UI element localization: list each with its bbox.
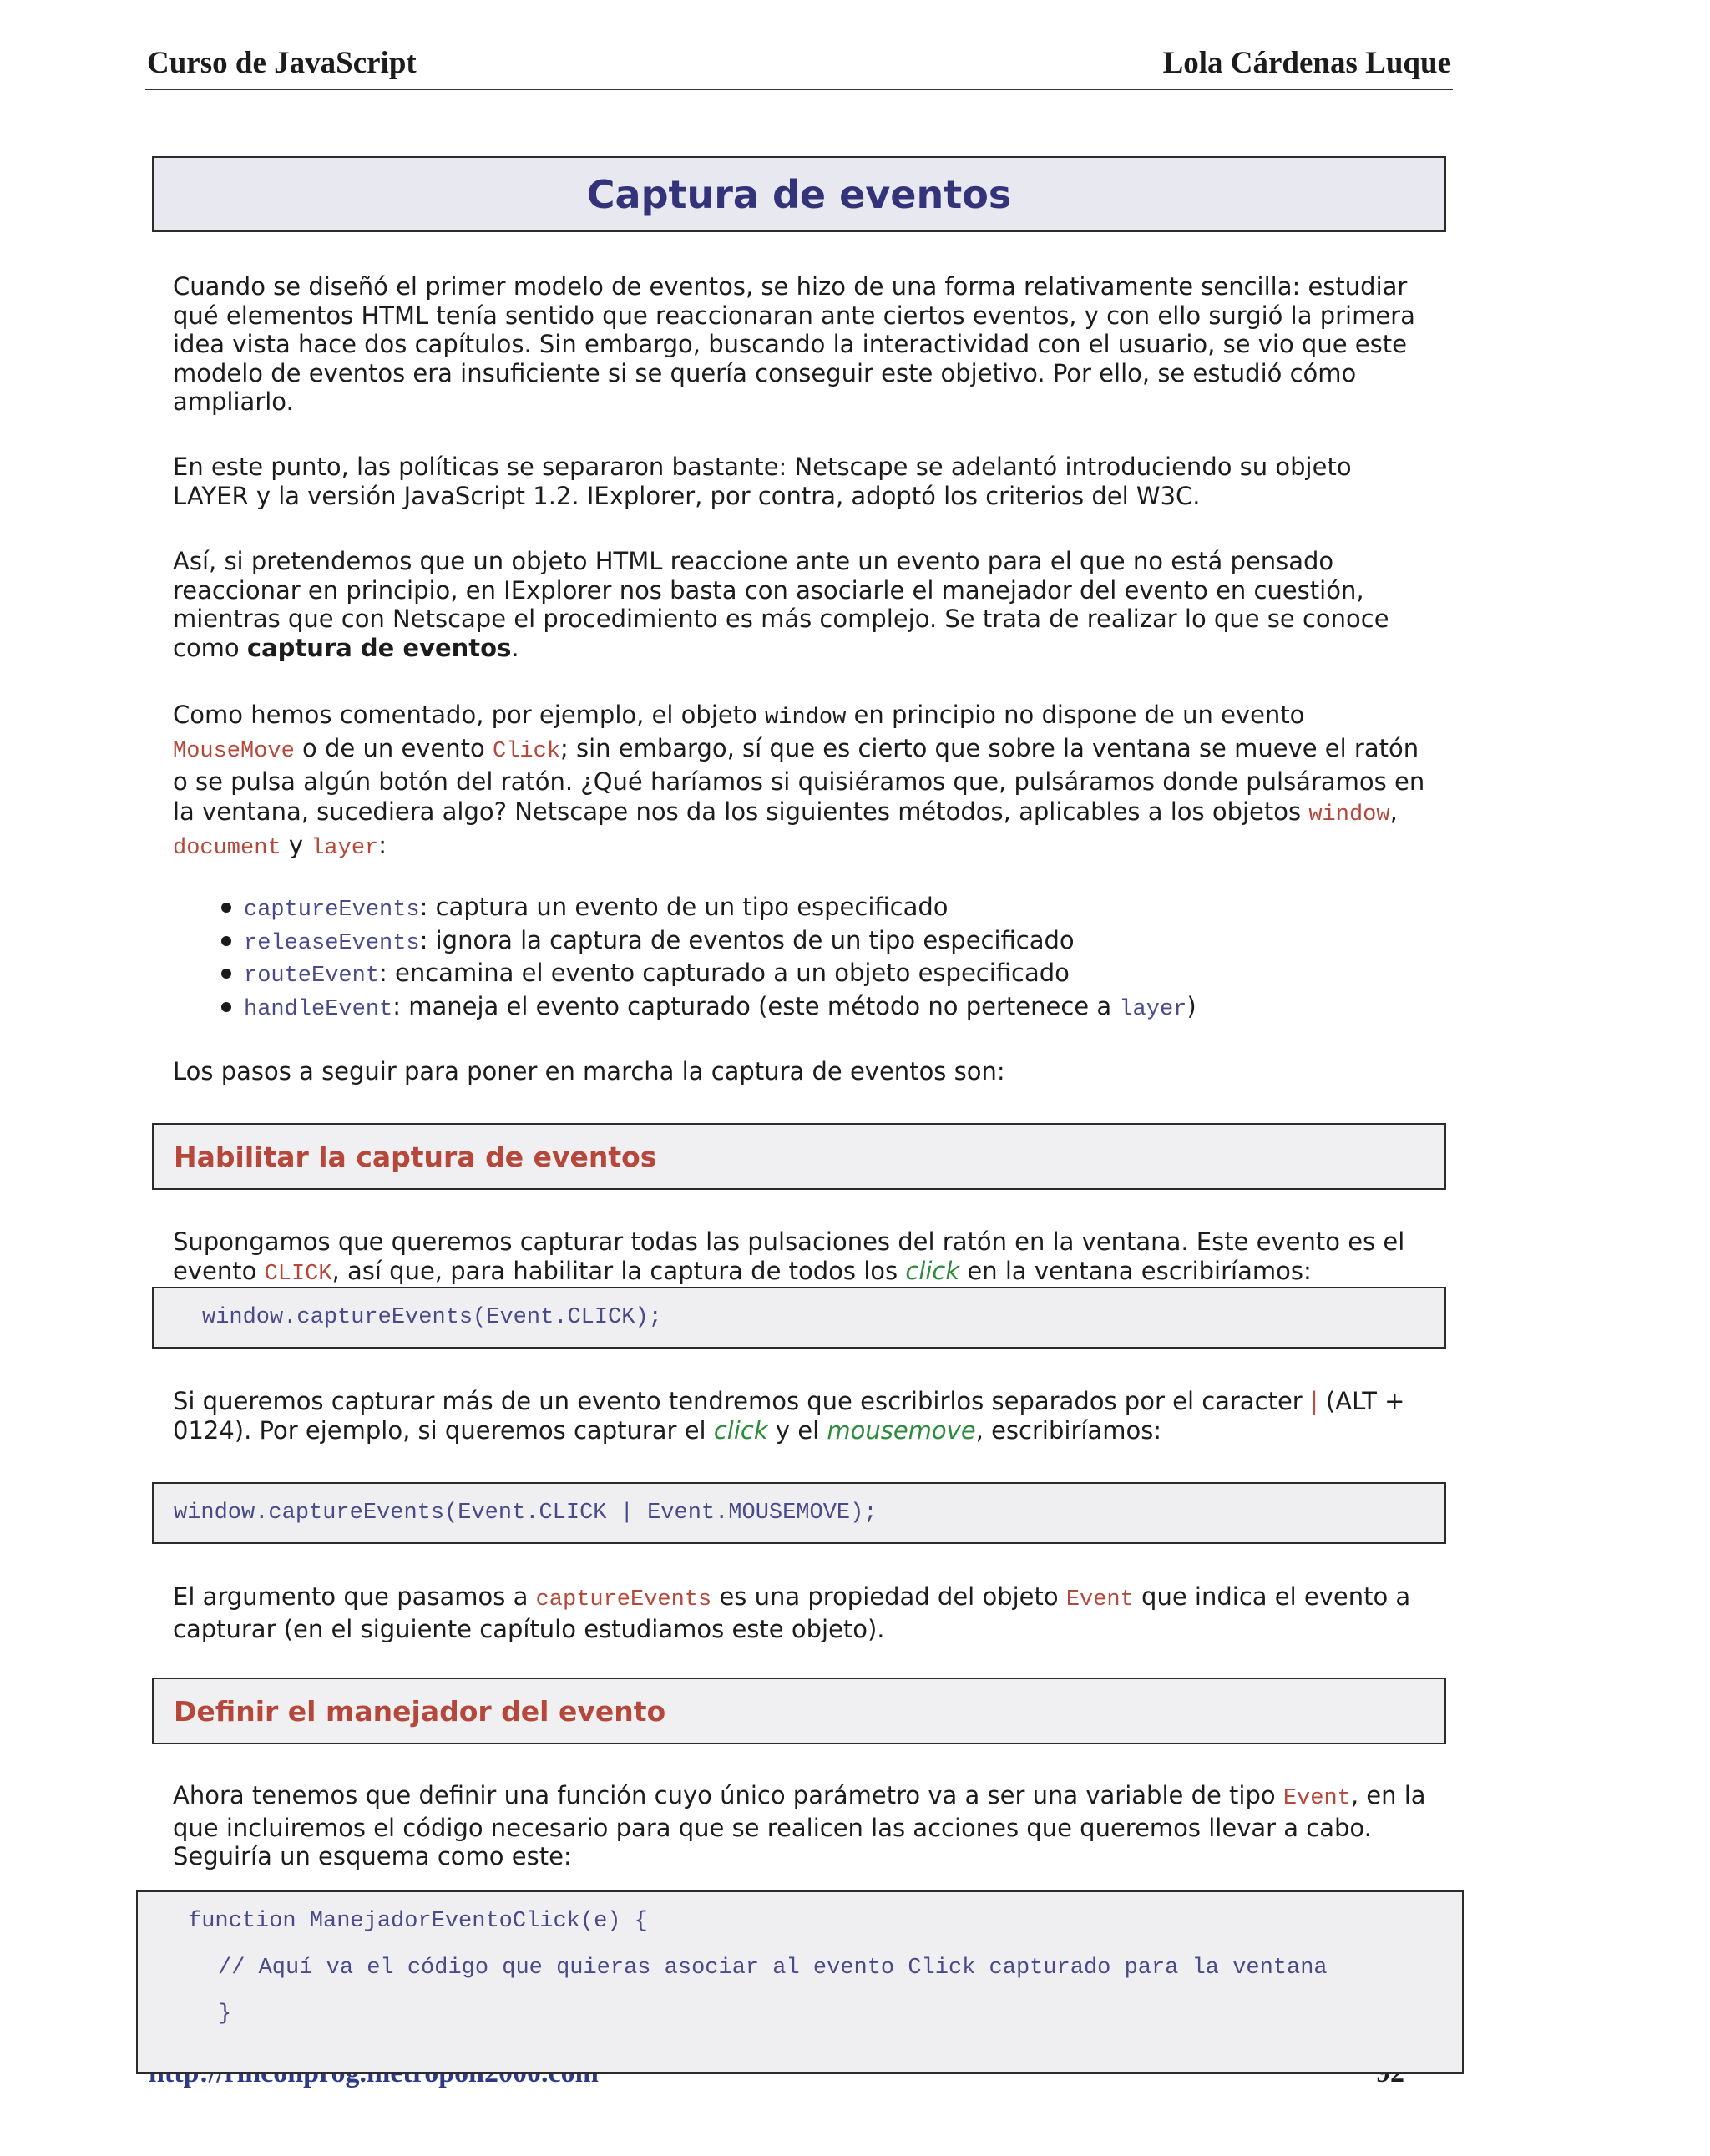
s1p2-text-4: , escribiríamos: bbox=[975, 1415, 1162, 1445]
author-name: Lola Cárdenas Luque bbox=[1162, 46, 1451, 80]
s1p1-text-2: , así que, para habilitar la captura de todos los bbox=[331, 1256, 906, 1285]
course-title: Curso de JavaScript bbox=[147, 46, 417, 80]
section1-paragraph-3 bbox=[173, 1582, 1434, 1643]
method-description: : encamina el evento capturado a un objeto especificado bbox=[379, 959, 1070, 987]
p4-text-3: o de un evento bbox=[294, 734, 493, 762]
steps-intro: Los pasos a seguir para poner en marcha la captura de eventos son: bbox=[173, 1057, 1005, 1086]
pipe-character: | bbox=[1309, 1387, 1318, 1415]
p4-text-4: ; sin embargo, sí que es cierto que sobre la ventana se mueve el ratón o se pulsa algún botón del ratón. ¿Qué haríamos si quisiéramos que, pulsáramos donde pulsáramos en la ventana, sucediera algo? Netscape nos da los siguientes métodos, aplicables a los objetos bbox=[173, 734, 1425, 826]
method-name: releaseEvents bbox=[244, 930, 420, 956]
section1-paragraph-2 bbox=[173, 1387, 1434, 1445]
code-CLICK: CLICK bbox=[264, 1261, 332, 1287]
code-line: } bbox=[218, 2002, 232, 2027]
code-click: Click bbox=[493, 739, 561, 764]
s2p1-text-2: , en la que incluiremos el código necesario para que se realicen las acciones que queremos llevar a cabo. Seguiría un esquema como este: bbox=[173, 1781, 1426, 1870]
list-item bbox=[219, 924, 1388, 958]
section-heading: Habilitar la captura de eventos bbox=[174, 1140, 657, 1173]
s1p2-text-2: (ALT + 0124). Por ejemplo, si queremos capturar el bbox=[173, 1387, 1405, 1445]
s1p2-text-3: y el bbox=[767, 1415, 827, 1445]
code-layer: layer bbox=[311, 836, 379, 861]
s2p1-text-1: Ahora tenemos que definir una función cuyo único parámetro va a ser una variable de tipo bbox=[173, 1781, 1283, 1809]
code-block-1 bbox=[152, 1287, 1446, 1349]
intro-paragraph-1: Cuando se diseñó el primer modelo de eventos, se hizo de una forma relativamente sencilla: estudiar qué elementos HTML tenía sentido que reaccionaran ante ciertos eventos, y con ello surgió la primera idea vista hace dos capítulos. Sin embargo, buscando la interactividad con el usuario, se vio que este modelo de eventos era insuficiente si se quería conseguir este objetivo. Por ello, se estudió cómo ampliarlo. bbox=[173, 272, 1415, 416]
intro-paragraph-3 bbox=[173, 547, 1434, 662]
s1p3-text-1: El argumento que pasamos a bbox=[173, 1582, 536, 1611]
code-document: document bbox=[173, 836, 281, 861]
intro-paragraph-3-end: . bbox=[511, 633, 519, 662]
p4-text-5: , bbox=[1389, 797, 1398, 826]
section-heading-box-1 bbox=[152, 1123, 1446, 1190]
section2-paragraph-1 bbox=[173, 1781, 1434, 1871]
term-click-2: click bbox=[713, 1415, 768, 1445]
code-block-2 bbox=[152, 1482, 1446, 1544]
s1p1-text-1: Supongamos que queremos capturar todas las pulsaciones del ratón en la ventana. Este evento es el evento bbox=[173, 1227, 1405, 1285]
methods-list bbox=[219, 891, 1388, 1023]
list-item bbox=[219, 957, 1388, 990]
method-name: routeEvent bbox=[244, 964, 380, 989]
s1p2-text-1: Si queremos capturar más de un evento tendremos que escribirlos separados por el caracter bbox=[173, 1387, 1310, 1415]
capture-term: captura de eventos bbox=[246, 633, 512, 662]
code-line: // Aquí va el código que quieras asociar al evento Click capturado para la ventana bbox=[218, 1956, 1328, 1981]
code-window-2: window bbox=[1308, 802, 1390, 827]
p4-text-6: y bbox=[281, 831, 311, 859]
code-mousemove: MouseMove bbox=[173, 739, 295, 764]
code-Event: Event bbox=[1065, 1587, 1134, 1612]
method-note-code: layer bbox=[1119, 996, 1187, 1022]
intro-paragraph-4 bbox=[173, 700, 1434, 863]
intro-paragraph-2: En este punto, las políticas se separaron bastante: Netscape se adelantó introduciendo su objeto LAYER y la versión JavaScript 1.2. IExplorer, por contra, adoptó los criterios del W3C. bbox=[173, 453, 1352, 510]
section-heading: Definir el manejador del evento bbox=[174, 1694, 666, 1728]
code-line: window.captureEvents(Event.CLICK | Event.MOUSEMOVE); bbox=[174, 1501, 878, 1526]
s1p3-text-2: es una propiedad del objeto bbox=[711, 1582, 1066, 1611]
list-item bbox=[219, 990, 1388, 1024]
method-name: captureEvents bbox=[244, 898, 420, 923]
method-description: : ignora la captura de eventos de un tipo especificado bbox=[419, 925, 1075, 954]
code-block-3 bbox=[136, 1890, 1464, 2074]
chapter-title: Captura de eventos bbox=[586, 171, 1012, 217]
term-click: click bbox=[905, 1256, 960, 1285]
p4-text-1: Como hemos comentado, por ejemplo, el objeto bbox=[173, 701, 766, 729]
code-captureEvents: captureEvents bbox=[535, 1587, 712, 1612]
section1-paragraph-1 bbox=[173, 1227, 1434, 1288]
code-line: function ManejadorEventoClick(e) { bbox=[188, 1909, 648, 1934]
code-Event-2: Event bbox=[1282, 1786, 1351, 1811]
method-note-end: ) bbox=[1186, 991, 1196, 1020]
method-description: : maneja el evento capturado (este método no pertenece a bbox=[392, 991, 1120, 1020]
list-item bbox=[219, 891, 1388, 924]
running-header bbox=[145, 42, 1453, 90]
s1p3-text-3: que indica el evento a capturar (en el siguiente capítulo estudiamos este objeto). bbox=[173, 1582, 1411, 1643]
method-description: : captura un evento de un tipo especificado bbox=[419, 893, 949, 921]
p4-text-7: : bbox=[378, 831, 387, 859]
method-name: handleEvent bbox=[244, 996, 393, 1022]
code-window: window bbox=[765, 706, 847, 731]
term-mousemove: mousemove bbox=[827, 1415, 976, 1445]
chapter-title-box bbox=[152, 156, 1446, 232]
intro-paragraph-3-text: Así, si pretendemos que un objeto HTML reaccione ante un evento para el que no está pensado reaccionar en principio, en IExplorer nos basta con asociarle el manejador del evento en cuestión, mientras que con Netscape el procedimiento es más complejo. Se trata de realizar lo que se conoce como bbox=[173, 547, 1389, 662]
section-heading-box-2 bbox=[152, 1678, 1446, 1744]
code-line: window.captureEvents(Event.CLICK); bbox=[202, 1305, 662, 1330]
p4-text-2: en principio no dispone de un evento bbox=[846, 701, 1305, 729]
s1p1-text-3: en la ventana escribiríamos: bbox=[959, 1256, 1312, 1285]
